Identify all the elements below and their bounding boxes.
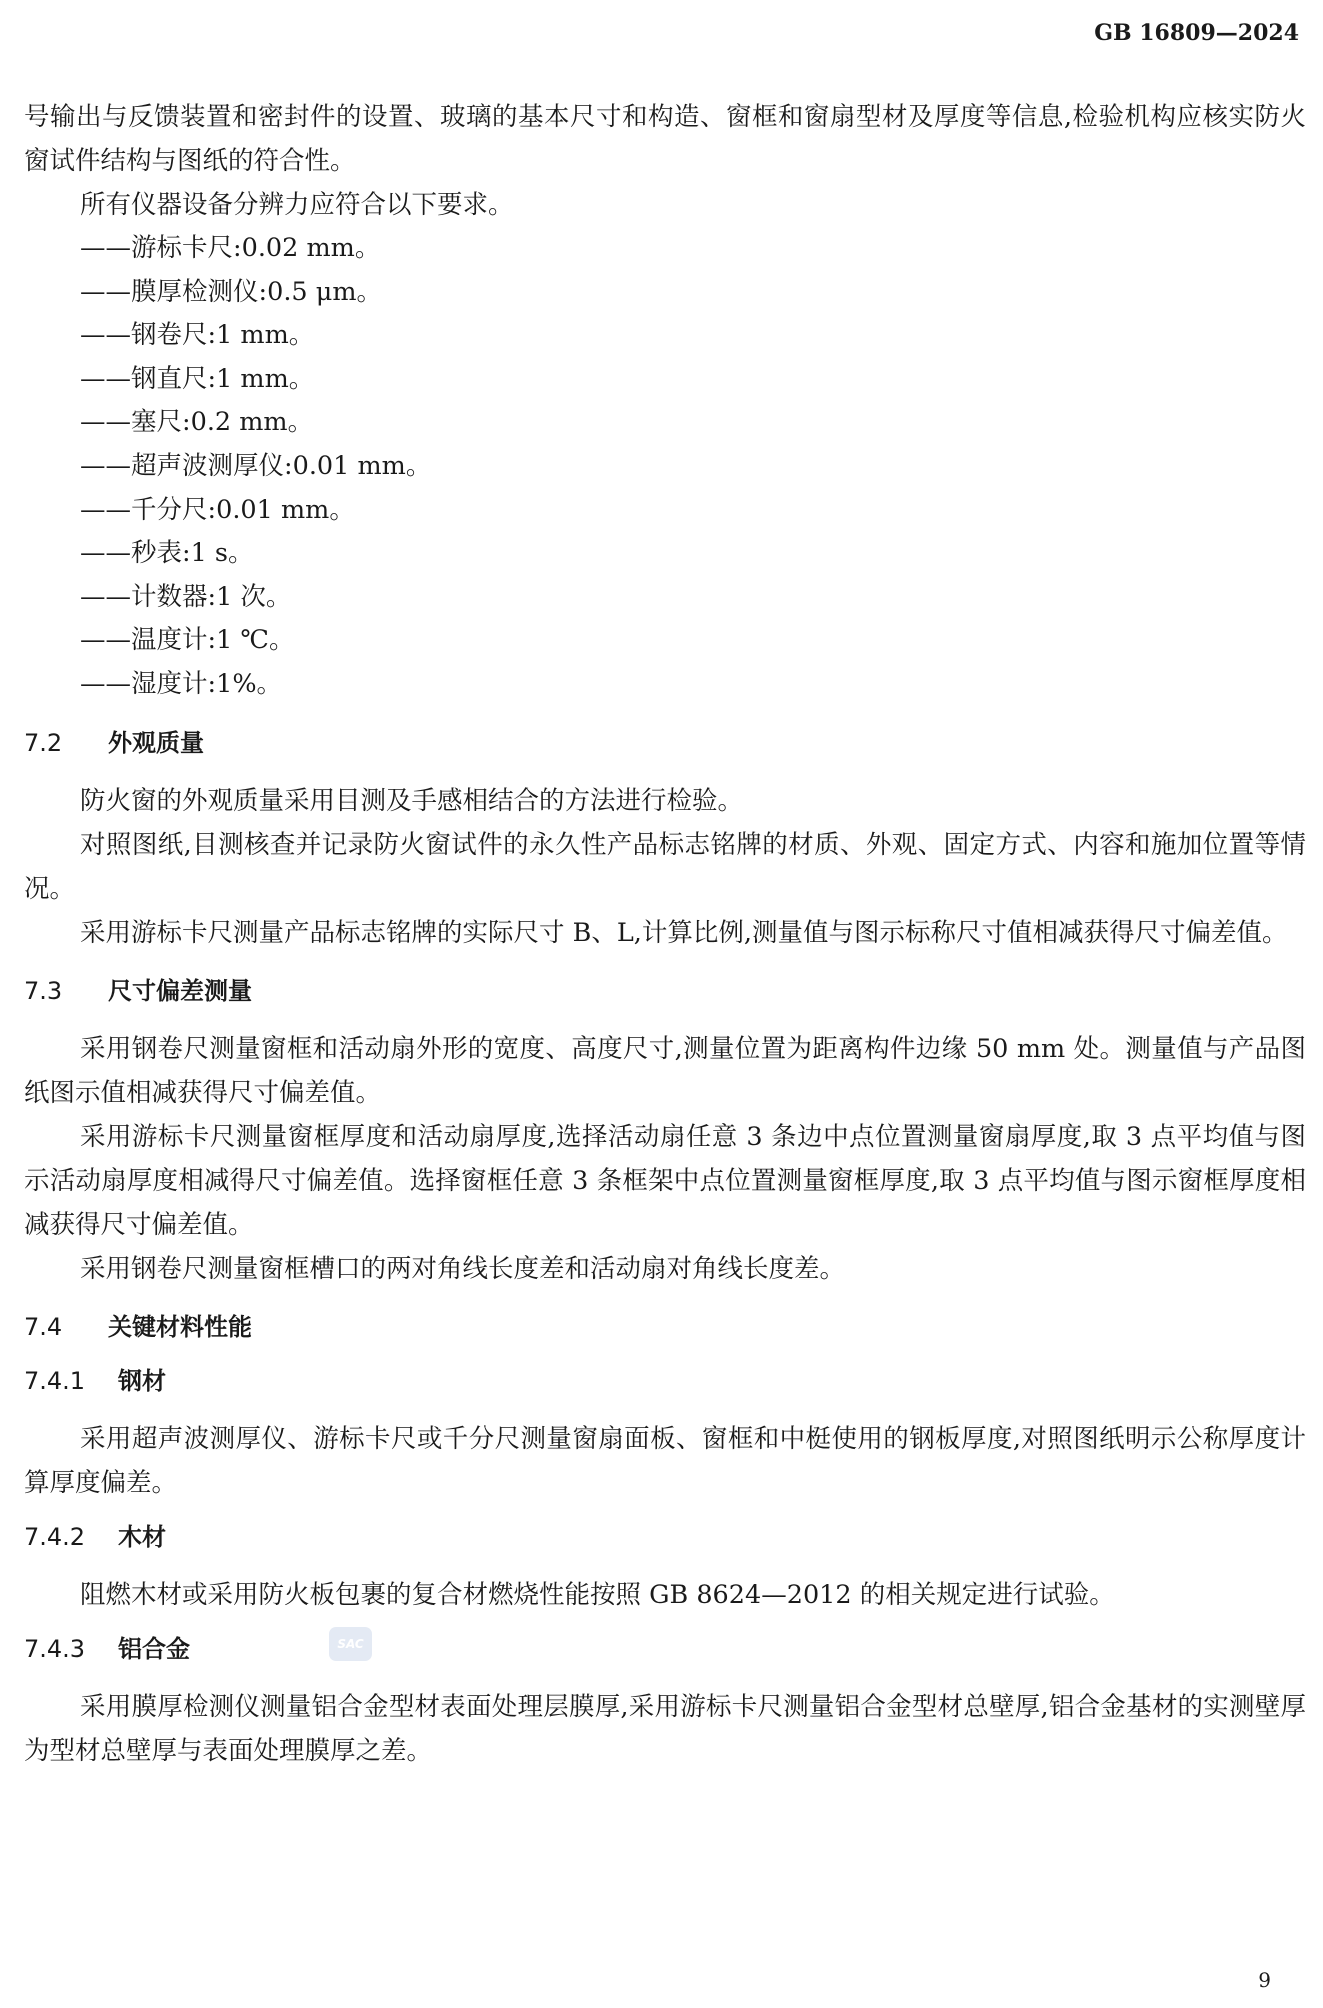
paragraph: 对照图纸,目测核查并记录防火窗试件的永久性产品标志铭牌的材质、外观、固定方式、内容和施加位置等情况。 [24, 829, 1306, 904]
section-number: 7.4.2 [24, 1522, 86, 1551]
list-item: ——湿度计:1%。 [80, 668, 283, 699]
list-item: ——计数器:1 次。 [80, 581, 292, 612]
section-number: 7.2 [24, 728, 63, 757]
paragraph: 采用钢卷尺测量窗框和活动扇外形的宽度、高度尺寸,测量位置为距离构件边缘 50 mm 处。测量值与产品图纸图示值相减获得尺寸偏差值。 [24, 1033, 1306, 1108]
paragraph: 采用膜厚检测仪测量铝合金型材表面处理层膜厚,采用游标卡尺测量铝合金型材总壁厚,铝合金基材的实测壁厚为型材总壁厚与表面处理膜厚之差。 [24, 1691, 1306, 1766]
resolution-lead: 所有仪器设备分辨力应符合以下要求。 [80, 190, 514, 220]
paragraph: 采用游标卡尺测量产品标志铭牌的实际尺寸 B、L,计算比例,测量值与图示标称尺寸值相减获得尺寸偏差值。 [80, 917, 1288, 948]
list-item: ——游标卡尺:0.02 mm。 [80, 233, 381, 263]
page-number: 9 [1258, 1968, 1271, 1992]
section-title: 尺寸偏差测量 [108, 976, 252, 1005]
list-item: ——秒表:1 s。 [80, 538, 254, 569]
section-title: 外观质量 [108, 728, 204, 757]
sac-watermark: SAC [329, 1627, 372, 1661]
paragraph: 采用钢卷尺测量窗框槽口的两对角线长度差和活动扇对角线长度差。 [80, 1253, 846, 1284]
list-item: ——超声波测厚仪:0.01 mm。 [80, 450, 432, 481]
list-item: ——钢直尺:1 mm。 [80, 363, 315, 394]
section-number: 7.3 [24, 976, 63, 1005]
section-heading-7-3 [24, 969, 1306, 1013]
section-title: 木材 [118, 1522, 166, 1551]
list-item: ——钢卷尺:1 mm。 [80, 320, 315, 351]
paragraph: 阻燃木材或采用防火板包裹的复合材燃烧性能按照 GB 8624—2012 的相关规定进行试验。 [80, 1579, 1115, 1610]
section-heading-7-4 [24, 1305, 1306, 1349]
document-body [24, 95, 1306, 1773]
section-title: 铝合金 [118, 1634, 190, 1663]
section-heading-7-4-1 [24, 1359, 1306, 1403]
paragraph: 防火窗的外观质量采用目测及手感相结合的方法进行检验。 [80, 785, 744, 816]
section-number: 7.4.3 [24, 1634, 86, 1663]
list-item: ——塞尺:0.2 mm。 [80, 407, 314, 438]
section-heading-7-4-2 [24, 1515, 1306, 1559]
list-item: ——千分尺:0.01 mm。 [80, 494, 355, 525]
section-title: 钢材 [118, 1366, 166, 1395]
section-heading-7-2 [24, 721, 1306, 765]
continuation-paragraph: 号输出与反馈装置和密封件的设置、玻璃的基本尺寸和构造、窗框和窗扇型材及厚度等信息,检验机构应核实防火窗试件结构与图纸的符合性。 [24, 102, 1306, 176]
section-number: 7.4.1 [24, 1366, 86, 1395]
section-heading-7-4-3 [24, 1627, 1306, 1671]
instrument-list [24, 227, 1306, 707]
standard-code: GB 16809—2024 [1094, 20, 1299, 46]
section-number: 7.4 [24, 1312, 63, 1341]
paragraph: 采用超声波测厚仪、游标卡尺或千分尺测量窗扇面板、窗框和中梃使用的钢板厚度,对照图纸明示公称厚度计算厚度偏差。 [24, 1423, 1306, 1498]
section-title: 关键材料性能 [108, 1312, 252, 1341]
paragraph: 采用游标卡尺测量窗框厚度和活动扇厚度,选择活动扇任意 3 条边中点位置测量窗扇厚度,取 3 点平均值与图示活动扇厚度相减得尺寸偏差值。选择窗框任意 3 条框架中点位置测量窗框厚度,取 3 点平均值与图示窗框厚度相减获得尺寸偏差值。 [24, 1121, 1306, 1240]
list-item: ——温度计:1 ℃。 [80, 625, 295, 656]
list-item: ——膜厚检测仪:0.5 μm。 [80, 276, 383, 307]
